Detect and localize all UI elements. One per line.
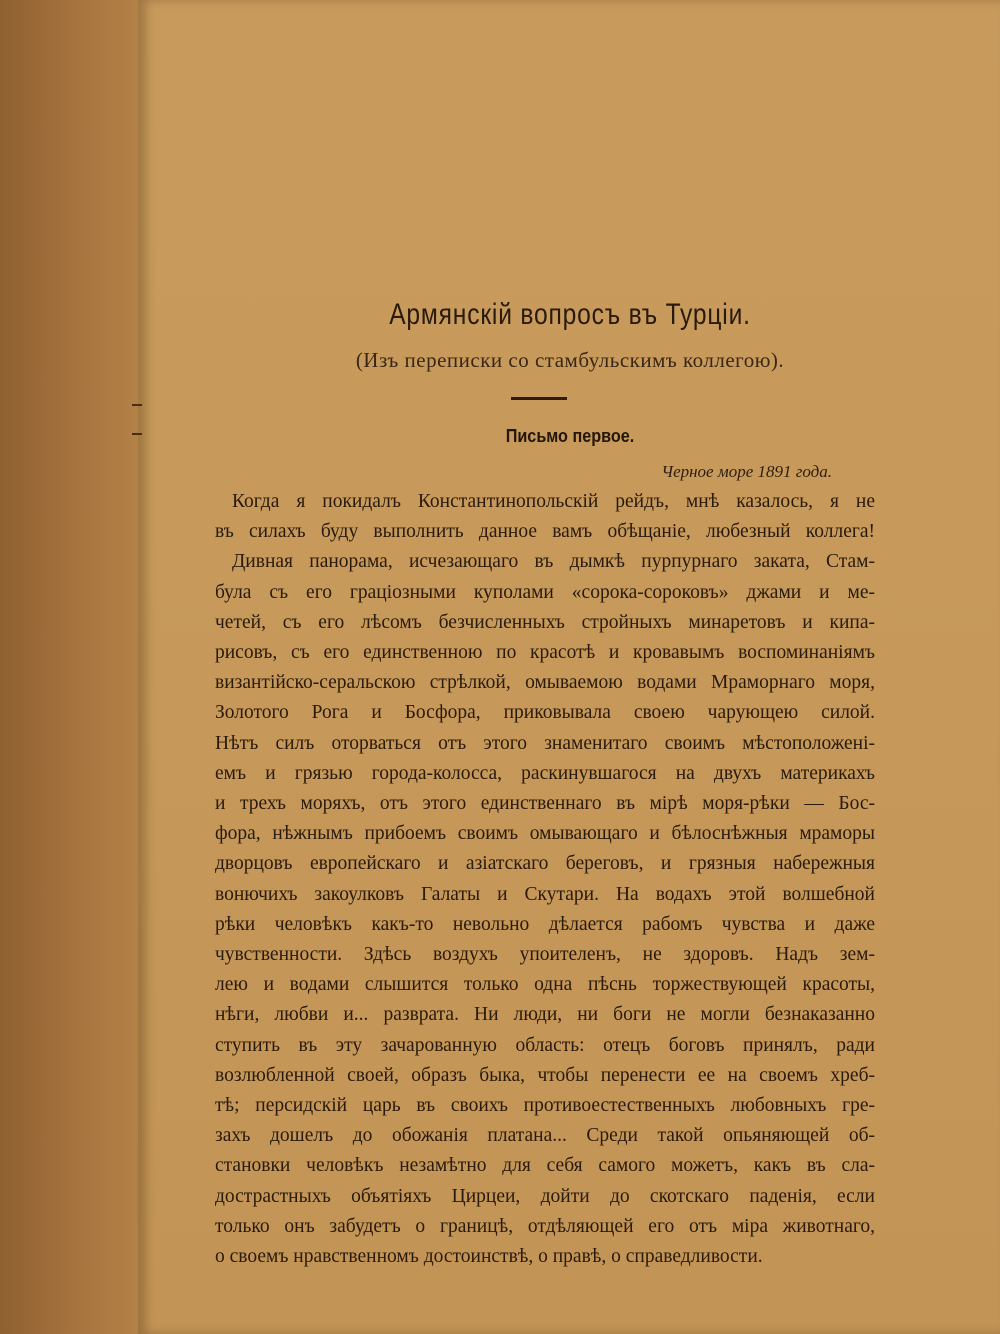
body-line: дострастныхъ объятіяхъ Цирцеи, дойти до скотскаго паденія, если <box>215 1185 875 1207</box>
body-line: Дивная панорама, исчезающаго въ дымкѣ пурпурнаго заката, Стам- <box>232 551 875 573</box>
body-line: захъ дошелъ до обожанія платана... Среди такой опьяняющей об- <box>215 1125 875 1147</box>
book-spine-shadow <box>0 0 150 1334</box>
body-line: возлюбленной своей, образъ быка, чтобы перенести ее на своемъ хреб- <box>215 1064 875 1086</box>
page-edge-mark <box>132 404 142 406</box>
body-line: Когда я покидалъ Константинопольскій рейдъ, мнѣ казалось, я не <box>232 491 875 512</box>
body-line: и трехъ моряхъ, отъ этого единственнаго въ мірѣ моря-рѣки — Бос- <box>215 793 875 814</box>
page-edge-mark <box>132 433 142 435</box>
letter-heading: Письмо первое. <box>505 426 635 446</box>
body-line: тѣ; персидскій царь въ своихъ противоестественныхъ любовныхъ гре- <box>215 1095 875 1116</box>
body-line: становки человѣкъ незамѣтно для себя самого можетъ, какъ въ сла- <box>215 1155 875 1177</box>
body-line: була съ его граціозными куполами «сорока-сороковъ» джами и ме- <box>215 581 875 603</box>
body-line: емъ и грязью города-колосса, раскинувшагося на двухъ материкахъ <box>215 762 875 784</box>
body-line: лею и водами слышится только одна пѣснь торжествующей красоты, <box>215 974 875 996</box>
body-line: ступить въ эту зачарованную область: отецъ боговъ принялъ, ради <box>215 1034 875 1056</box>
body-line: въ силахъ буду выполнить данное вамъ обѣщаніе, любезный коллега! <box>215 521 875 543</box>
body-line: нѣги, любви и... разврата. Ни люди, ни боги не могли безнаказанно <box>215 1004 875 1026</box>
article-title: Армянскій вопросъ въ Турціи. <box>389 298 751 331</box>
body-line: Нѣтъ силъ оторваться отъ этого знаменитаго своимъ мѣстоположені- <box>215 732 875 754</box>
letter-dateline: Черное море 1891 года. <box>661 462 832 481</box>
body-line: о своемъ нравственномъ достоинствѣ, о правѣ, о справедливости. <box>215 1246 763 1267</box>
body-line: только онъ забудетъ о границѣ, отдѣляющей его отъ міра животнаго, <box>215 1215 875 1237</box>
body-line: дворцовъ европейскаго и азіатскаго береговъ, и грязныя набережныя <box>215 853 875 875</box>
body-line: византійско-серальскою стрѣлкой, омываемою водами Мраморнаго моря, <box>215 672 875 694</box>
body-line: фора, нѣжнымъ прибоемъ своимъ омывающаго и бѣлоснѣжныя мраморы <box>215 823 875 845</box>
body-line: рѣки человѣкъ какъ-то невольно дѣлается рабомъ чувства и даже <box>215 913 875 935</box>
body-line: Золотого Рога и Босфора, приковывала своею чарующею силой. <box>215 702 875 724</box>
article-subtitle: (Изъ переписки со стамбульскимъ коллегою). <box>355 348 785 372</box>
body-line: вонючихъ закоулковъ Галаты и Скутари. На водахъ этой волшебной <box>215 883 875 905</box>
title-divider <box>511 397 567 400</box>
body-line: рисовъ, съ его единственною по красотѣ и кровавымъ воспоминаніямъ <box>215 642 875 663</box>
body-line: четей, съ его лѣсомъ безчисленныхъ стройныхъ минаретовъ и кипа- <box>215 611 875 633</box>
body-line: чувственности. Здѣсь воздухъ упоителенъ, не здоровъ. Надъ зем- <box>215 944 875 965</box>
